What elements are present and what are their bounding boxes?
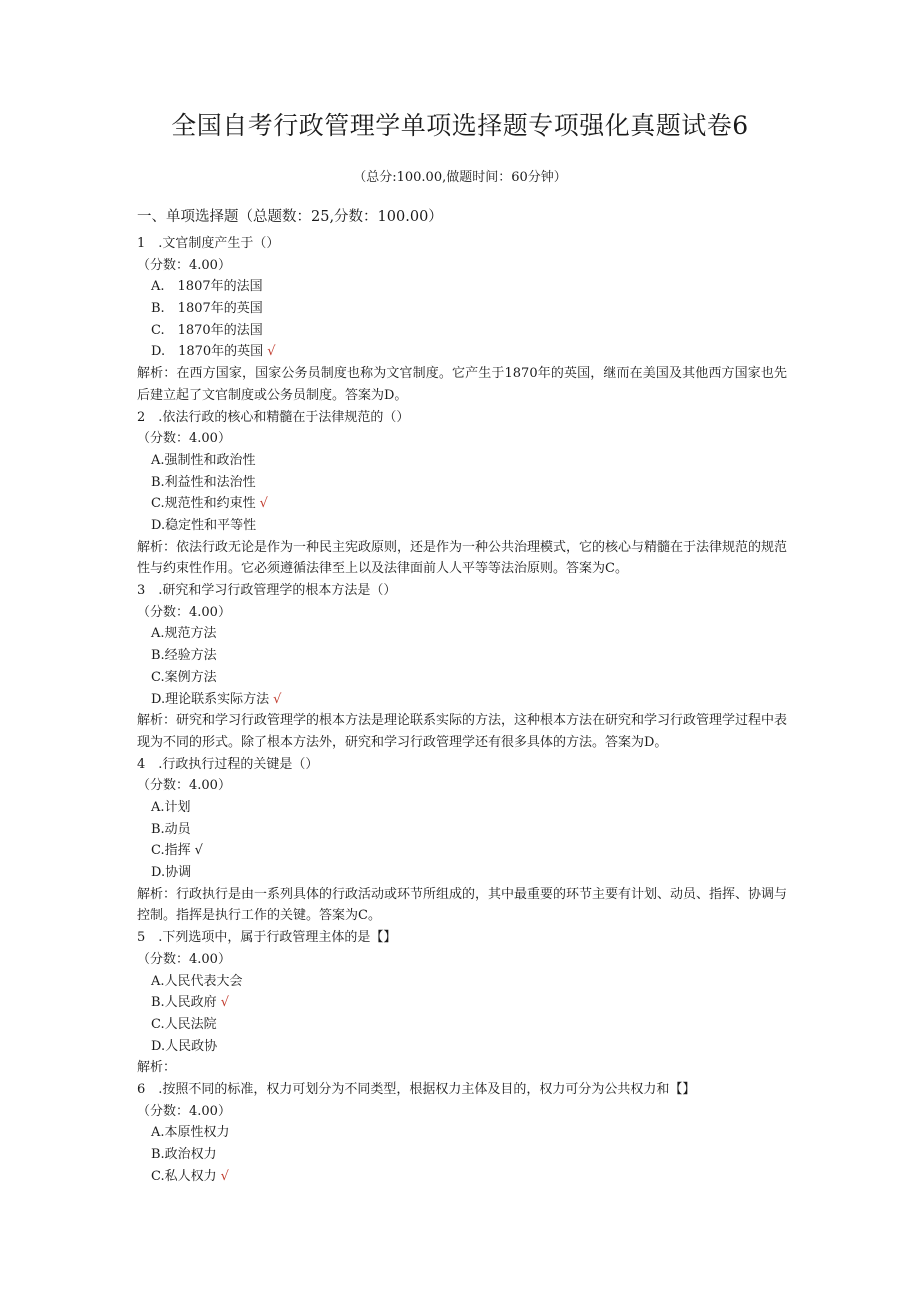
option[interactable] — [137, 1144, 787, 1166]
question-score: （分数：4.00） — [137, 431, 231, 447]
check-mark-icon: √ — [267, 344, 276, 360]
option-label: B.经验方法 — [151, 648, 217, 664]
option-label: D.稳定性和平等性 — [151, 517, 257, 533]
option[interactable] — [137, 819, 787, 841]
question-stem: 6 .按照不同的标准，权力可划分为不同类型，根据权力主体及目的，权力可分为公共权力和【】 — [137, 1081, 696, 1097]
option[interactable] — [137, 515, 787, 537]
question-list — [137, 233, 787, 1187]
option-label: B.动员 — [151, 821, 191, 837]
document-title: 全国自考行政管理学单项选择题专项强化真题试卷6 — [171, 111, 749, 140]
option-label: A. 1807年的法国 — [151, 279, 263, 295]
option-label: A.计划 — [151, 799, 191, 815]
check-mark-icon: √ — [220, 1168, 229, 1184]
option-label: C. 1870年的法国 — [151, 322, 263, 338]
option[interactable] — [137, 298, 787, 320]
option-label: D. 1870年的英国 — [151, 344, 264, 360]
explanation: 解析：行政执行是由一系列具体的行政活动或环节所组成的，其中最重要的环节主要有计划、动员、指挥、协调与控制。指挥是执行工作的关键。答案为C。 — [137, 886, 788, 924]
check-mark-icon: √ — [273, 691, 282, 707]
option-label: D.人民政协 — [151, 1038, 218, 1054]
option-label: C.私人权力 — [151, 1168, 217, 1184]
option-correct[interactable] — [137, 341, 787, 363]
check-mark-icon: √ — [220, 995, 229, 1011]
option-correct[interactable] — [137, 1166, 787, 1188]
question-score: （分数：4.00） — [137, 1103, 231, 1119]
option-correct[interactable] — [137, 689, 787, 711]
option-correct[interactable] — [137, 992, 787, 1014]
question-stem: 4 .行政执行过程的关键是（） — [137, 756, 319, 772]
question-score: （分数：4.00） — [137, 951, 231, 967]
question-score: （分数：4.00） — [137, 778, 231, 794]
option[interactable] — [137, 667, 787, 689]
check-mark-icon: √ — [194, 843, 203, 859]
option[interactable] — [137, 645, 787, 667]
option-label: A.规范方法 — [151, 626, 217, 642]
question-score: （分数：4.00） — [137, 257, 231, 273]
explanation: 解析：在西方国家，国家公务员制度也称为文官制度。它产生于1870年的英国，继而在美国及其他西方国家也先后建立起了文官制度或公务员制度。答案为D。 — [137, 366, 787, 403]
option-label: A.强制性和政治性 — [151, 452, 256, 468]
option-label: A.人民代表大会 — [151, 973, 243, 989]
option[interactable] — [137, 1122, 787, 1144]
option[interactable] — [137, 971, 787, 993]
option-label: B.政治权力 — [151, 1147, 217, 1163]
explanation: 解析：依法行政无论是作为一种民主宪政原则，还是作为一种公共治理模式，它的核心与精髓在于法律规范的规范性与约束性作用。它必须遵循法律至上以及法律面前人人平等等法治原则。答案为C。 — [137, 539, 788, 577]
question-stem: 2 .依法行政的核心和精髓在于法律规范的（） — [137, 409, 410, 425]
option[interactable] — [137, 276, 787, 298]
question-stem: 1 .文官制度产生于（） — [137, 236, 280, 251]
question-score: （分数：4.00） — [137, 604, 231, 620]
option[interactable] — [137, 862, 787, 884]
option-label: C.人民法院 — [151, 1016, 217, 1032]
question-stem: 3 .研究和学习行政管理学的根本方法是（） — [137, 583, 397, 599]
option[interactable] — [137, 450, 787, 472]
option-label: B.人民政府 — [151, 995, 217, 1011]
option-label: C.案例方法 — [151, 669, 217, 685]
question-stem: 5 .下列选项中，属于行政管理主体的是【】 — [137, 930, 397, 946]
option-label: C.规范性和约束性 — [151, 496, 256, 512]
section-heading: 一、单项选择题（总题数：25,分数：100.00） — [137, 209, 443, 225]
option-label: C.指挥 — [151, 843, 191, 859]
option[interactable] — [137, 320, 787, 342]
option-label: B. 1807年的英国 — [151, 301, 263, 317]
check-mark-icon: √ — [259, 496, 268, 512]
option-label: D.理论联系实际方法 — [151, 691, 270, 707]
option-correct[interactable] — [137, 840, 787, 862]
option-label: D.协调 — [151, 865, 192, 881]
option[interactable] — [137, 1036, 787, 1058]
exam-meta: （总分:100.00,做题时间：60分钟） — [353, 170, 567, 185]
explanation: 解析： — [137, 1060, 177, 1076]
option[interactable] — [137, 1014, 787, 1036]
option[interactable] — [137, 623, 787, 645]
option[interactable] — [137, 797, 787, 819]
option[interactable] — [137, 472, 787, 494]
option-label: A.本原性权力 — [151, 1125, 230, 1141]
option-label: B.利益性和法治性 — [151, 474, 256, 490]
explanation: 解析：研究和学习行政管理学的根本方法是理论联系实际的方法，这种根本方法在研究和学习行政管理学过程中表现为不同的形式。除了根本方法外，研究和学习行政管理学还有很多具体的方法。答案为D。 — [137, 713, 788, 750]
option-correct[interactable] — [137, 493, 787, 515]
